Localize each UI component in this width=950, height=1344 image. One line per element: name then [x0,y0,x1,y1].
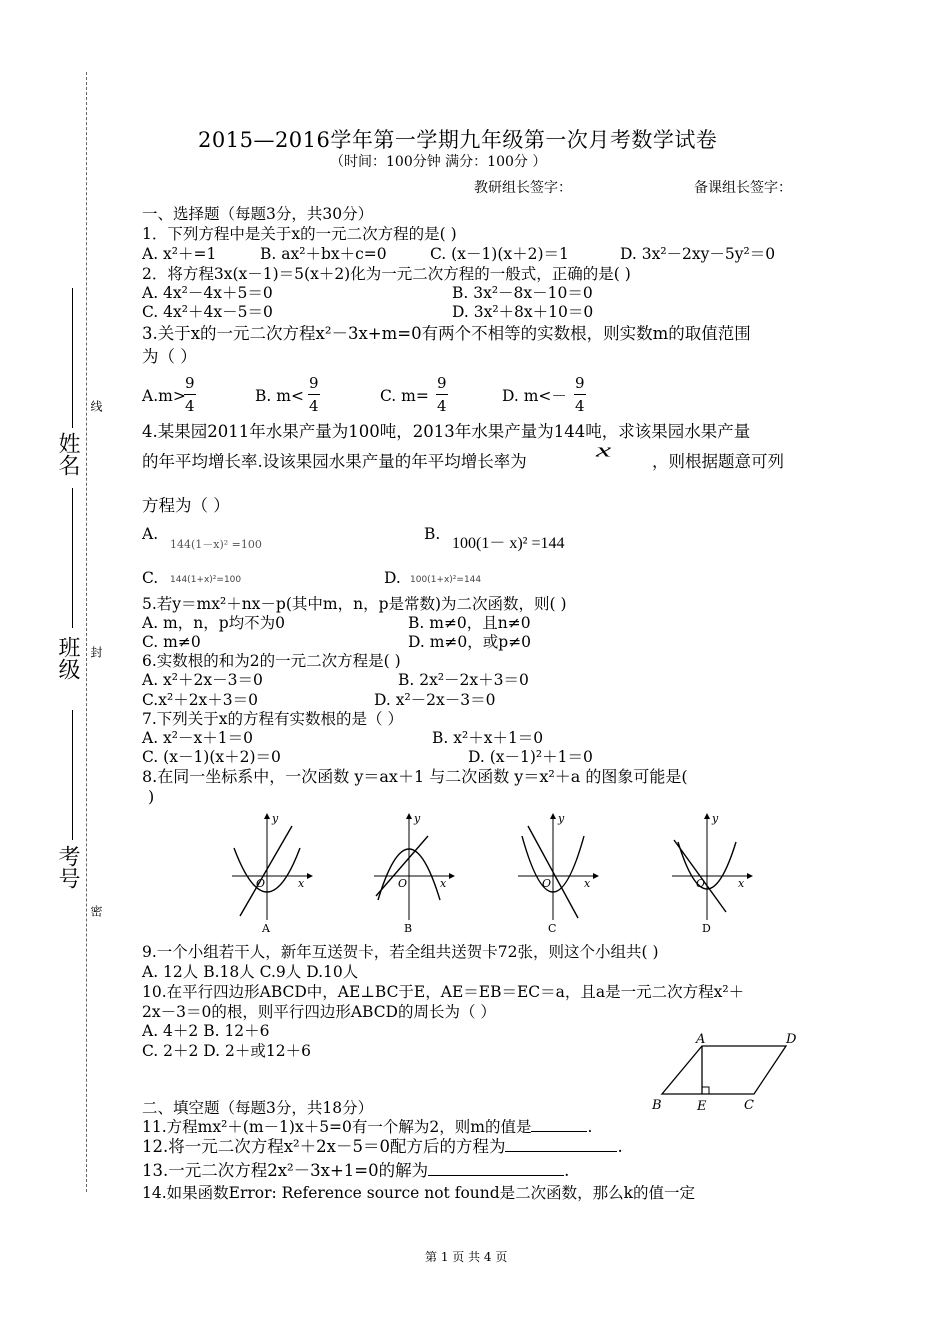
graph-c [518,812,598,935]
q7-option-c: C. (x－1)(x＋2)＝0 [142,748,281,766]
graph-b-label: B [404,922,413,935]
q6-option-d: D. x²－2x－3＝0 [374,691,496,709]
q4-option-a-label: A. [142,525,159,543]
q6-option-a: A. x²＋2x－3＝0 [142,671,263,689]
question-8-cont: ) [148,787,155,806]
q4-option-b-label: B. [424,525,441,543]
q2-option-c: C. 4x²＋4x－5＝0 [142,303,273,321]
q13-answer-blank[interactable] [428,1175,564,1176]
question-12 [142,1137,623,1157]
graph-a-x: x [298,877,305,890]
q5-option-a: A. m，n，p均不为0 [142,614,286,632]
graph-a-origin: O [256,877,266,890]
q5-option-d: D. m≠0，或p≠0 [408,633,532,651]
question-9: 9.一个小组若干人，新年互送贺卡，若全组共送贺卡72张，则这个小组共( ) [142,943,659,961]
question-7: 7.下列关于x的方程有实数根的是（ ） [142,710,403,728]
question-14: 14.如果函数Error: Reference source not found是二次函数，那么k的值一定 [142,1184,696,1202]
q4-option-a: 144(1－x)² =100 [170,538,262,551]
line-char: 线 [89,400,103,412]
graph-d-y: y [712,812,719,825]
q12-answer-blank[interactable] [505,1151,617,1152]
fraction-numerator: 9 [308,372,320,395]
fraction-denominator: 4 [575,397,585,415]
graph-d-x: x [738,877,745,890]
q10-options-cd: C. 2＋2 D. 2＋或12＋6 [142,1042,311,1060]
graph-d-origin: O [696,877,706,890]
q12-end: . [617,1137,623,1156]
q3d-fraction [574,372,586,417]
graph-d-label: D [702,922,711,935]
q3-option-b: B. m< [255,387,304,405]
graph-c-label: C [548,922,557,935]
q10-options-ab: A. 4＋2 B. 12＋6 [142,1022,270,1040]
fraction-denominator: 4 [185,397,195,415]
graph-a-y: y [272,812,279,825]
q4-option-d-label: D. [384,569,401,587]
class-line [72,488,73,628]
fraction-numerator: 9 [436,372,448,395]
graph-a [232,812,312,935]
point-e: E [697,1099,707,1114]
q7-option-a: A. x²－x＋1＝0 [142,729,253,747]
section-one-heading: 一、选择题（每题3分，共30分） [142,205,374,223]
fraction-denominator: 4 [437,397,447,415]
q1-option-c: C. (x－1)(x＋2)＝1 [430,245,569,263]
q4-option-c-label: C. [142,569,159,587]
question-2: 2．将方程3x(x－1)＝5(x＋2)化为一元二次方程的一般式，正确的是( ) [142,265,631,283]
q2-option-d: D. 3x²＋8x＋10＝0 [452,303,594,321]
graph-b-y: y [414,812,421,825]
q11-answer-blank[interactable] [531,1131,587,1132]
q3-option-a: A.m> [142,387,186,405]
q9-options: A. 12人 B.18人 C.9人 D.10人 [142,963,359,981]
fraction-denominator: 4 [309,397,319,415]
q7-option-b: B. x²＋x＋1＝0 [432,729,544,747]
q13-end: . [564,1161,570,1180]
q1-option-b: B. ax²＋bx＋c=0 [260,245,387,263]
q6-option-c: C.x²＋2x＋3＝0 [142,691,259,709]
parallelogram-figure [646,1030,806,1114]
question-4-cont2: ，则根据题意可列 [652,452,784,471]
point-c: C [744,1098,754,1113]
graph-c-x: x [584,877,591,890]
q11-text: 11.方程mx²＋(m－1)x＋5=0有一个解为2，则m的值是 [142,1118,532,1136]
question-3-cont: 为（ ） [142,347,197,366]
q8-graphs [220,808,760,936]
q3c-fraction [436,372,448,417]
graph-c-origin: O [542,877,552,890]
fraction-numerator: 9 [184,372,196,395]
question-4-cont3: 方程为（ ） [142,496,230,515]
point-b: B [652,1098,662,1113]
q4-option-d: 100(1+x)²=144 [410,575,482,585]
q3a-fraction [184,372,196,417]
secret-char: 密 [89,905,103,917]
question-11 [142,1117,592,1137]
q2-option-b: B. 3x²－8x－10＝0 [452,284,593,302]
q3-option-c: C. m= [380,387,429,405]
q6-option-b: B. 2x²－2x＋3＝0 [398,671,529,689]
q3-option-d: D. m<－ [502,387,567,405]
page-footer: 第 1 页 共 4 页 [425,1250,508,1264]
question-1: 1．下列方程中是关于x的一元二次方程的是( ) [142,225,457,243]
q4-option-c: 144(1+x)²=100 [170,575,242,585]
exam-no-label: 考号 [55,845,80,889]
question-5: 5.若y＝mx²＋nx－p(其中m，n，p是常数)为二次函数，则( ) [142,595,567,613]
name-line [72,288,73,428]
graph-b-origin: O [398,877,408,890]
question-4-cont: 的年平均增长率.设该果园水果产量的年平均增长率为 [142,452,527,471]
question-4: 4.某果园2011年水果产量为100吨，2013年水果产量为144吨，求该果园水果产量 [142,422,751,441]
q11-end: . [587,1118,593,1136]
graph-c-y: y [558,812,565,825]
q5-option-c: C. m≠0 [142,633,201,651]
q4-option-b: 100(1－ x)² =144 [452,535,565,552]
sign-research-leader: 教研组长签字： [474,180,572,196]
name-label: 姓名 [55,432,80,476]
section-two-heading: 二、填空题（每题3分，共18分） [142,1099,374,1117]
sign-prep-leader: 备课组长签字： [694,180,792,196]
q13-text: 13.一元二次方程2x²－3x+1=0的解为 [142,1161,429,1180]
graph-b-x: x [440,877,447,890]
question-10-cont: 2x－3＝0的根，则平行四边形ABCD的周长为（ ） [142,1003,496,1021]
q1-option-a: A. x²＋=1 [142,245,217,263]
q3b-fraction [308,372,320,417]
exam-no-line [72,710,73,840]
q5-option-b: B. m≠0，且n≠0 [408,614,531,632]
point-a: A [696,1032,706,1047]
q2-option-a: A. 4x²－4x＋5＝0 [142,284,273,302]
q12-text: 12.将一元二次方程x²＋2x－5＝0配方后的方程为 [142,1137,506,1156]
q1-option-d: D. 3x²－2xy－5y²＝0 [620,245,776,263]
q7-option-d: D. (x－1)²＋1＝0 [468,748,593,766]
graph-b [374,812,454,935]
q4-variable-x: x [596,440,612,461]
fraction-numerator: 9 [574,372,586,395]
class-label: 班级 [55,636,80,680]
question-6: 6.实数根的和为2的一元二次方程是( ) [142,652,401,670]
question-13 [142,1161,569,1181]
question-3: 3.关于x的一元二次方程x²－3x+m=0有两个不相等的实数根，则实数m的取值范围 [142,324,751,343]
question-10: 10.在平行四边形ABCD中，AE⊥BC于E，AE＝EB＝EC＝a，且a是一元二次方程x²＋ [142,983,745,1001]
binding-line-top [86,72,87,1192]
point-d: D [786,1032,797,1047]
exam-title: 2015—2016学年第一学期九年级第一次月考数学试卷 [198,128,718,152]
graph-a-label: A [262,922,270,935]
graph-d [672,812,752,935]
question-8: 8.在同一坐标系中，一次函数 y＝ax＋1 与二次函数 y＝x²＋a 的图象可能是( [142,767,688,786]
exam-subtitle: （时间：100分钟 满分：100分 ） [330,154,547,170]
seal-char: 封 [89,646,103,658]
